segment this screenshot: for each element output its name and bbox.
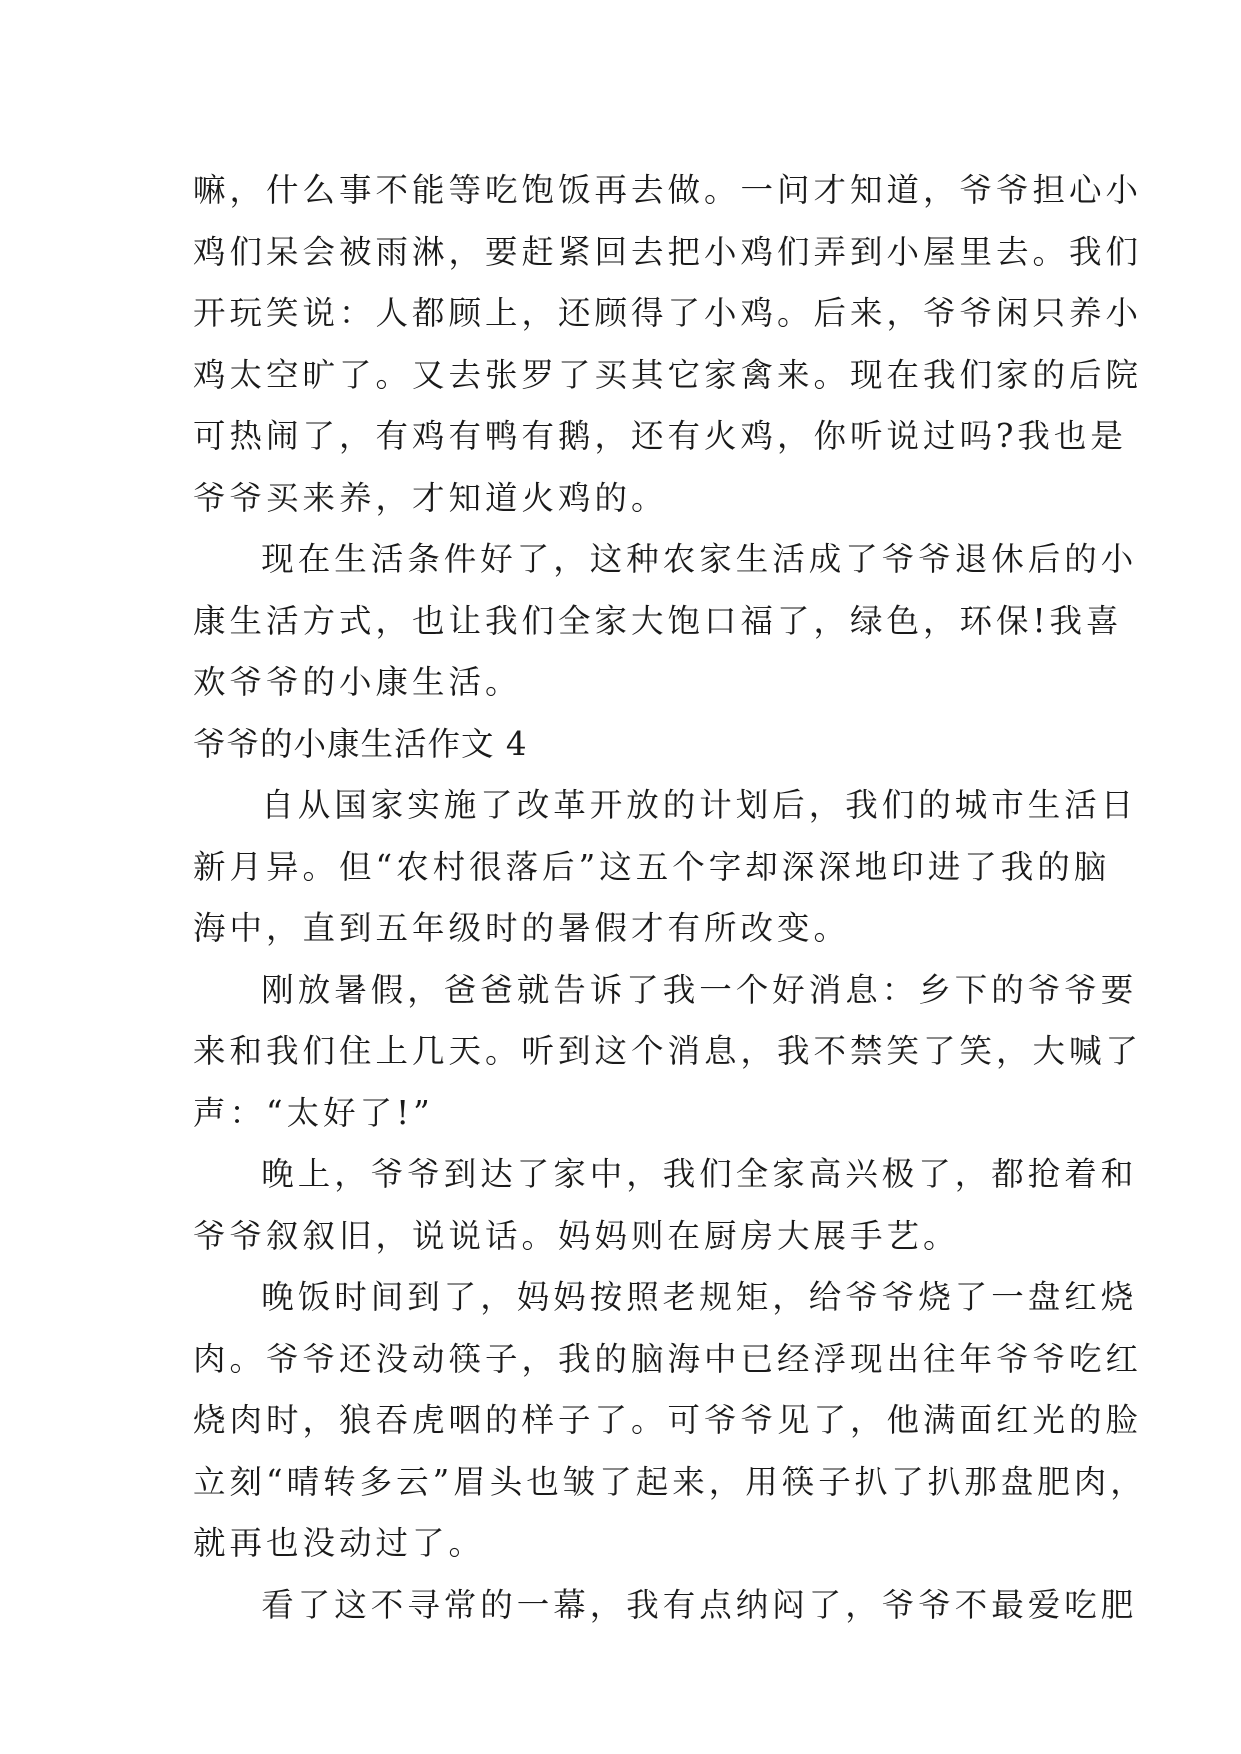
paragraph-1: [193, 160, 1143, 529]
text-line: 新月异。但“农村很落后”这五个字却深深地印进了我的脑: [193, 847, 1111, 886]
text-line: 就再也没动过了。: [193, 1524, 486, 1562]
text-line: 康生活方式，也让我们全家大饱口福了，绿色，环保!我喜: [193, 601, 1123, 640]
text-line: 看了这不寻常的一幕，我有点纳闷了，爷爷不最爱吃肥: [261, 1585, 1138, 1624]
text-line: 肉。爷爷还没动筷子，我的脑海中已经浮现出往年爷爷吃红: [193, 1339, 1143, 1378]
text-line: 爷爷叙叙旧，说说话。妈妈则在厨房大展手艺。: [193, 1216, 960, 1255]
text-line: 来和我们住上几天。听到这个消息，我不禁笑了笑，大喊了: [193, 1032, 1143, 1070]
section-heading: 爷爷的小康生活作文 4: [193, 724, 528, 763]
paragraph-2: [193, 529, 1138, 714]
paragraph-5: [193, 1144, 1138, 1267]
text-line: 开玩笑说：人都顾上，还顾得了小鸡。后来，爷爷闲只养小: [193, 294, 1143, 332]
text-line: 鸡太空旷了。又去张罗了买其它家禽来。现在我们家的后院: [193, 355, 1143, 394]
text-line: 鸡们呆会被雨淋，要赶紧回去把小鸡们弄到小屋里去。我们: [193, 232, 1143, 271]
text-line: 晚饭时间到了，妈妈按照老规矩，给爷爷烧了一盘红烧: [261, 1278, 1138, 1316]
text-line: 嘛，什么事不能等吃饱饭再去做。一问才知道，爷爷担心小: [193, 171, 1143, 209]
text-line: 声：“太好了!”: [193, 1093, 434, 1132]
paragraph-7: [193, 1575, 1138, 1637]
text-line: 可热闹了，有鸡有鸭有鹅，还有火鸡，你听说过吗?我也是: [193, 417, 1127, 455]
text-line: 海中，直到五年级时的暑假才有所改变。: [193, 909, 851, 947]
text-line: 烧肉时，狼吞虎咽的样子了。可爷爷见了，他满面红光的脸: [193, 1401, 1143, 1439]
text-line: 自从国家实施了改革开放的计划后，我们的城市生活日: [261, 786, 1138, 824]
text-line: 爷爷买来养，才知道火鸡的。: [193, 478, 668, 517]
paragraph-4: [193, 960, 1143, 1145]
document-body: [193, 160, 1147, 1636]
paragraph-3: [193, 775, 1138, 960]
text-line: 欢爷爷的小康生活。: [193, 663, 522, 701]
text-line: 刚放暑假，爸爸就告诉了我一个好消息：乡下的爷爷要: [261, 970, 1138, 1009]
text-line: 晚上，爷爷到达了家中，我们全家高兴极了，都抢着和: [261, 1155, 1138, 1193]
text-line: 立刻“晴转多云”眉头也皱了起来，用筷子扒了扒那盘肥肉，: [193, 1462, 1147, 1501]
text-line: 现在生活条件好了，这种农家生活成了爷爷退休后的小: [261, 540, 1138, 578]
paragraph-6: [193, 1267, 1147, 1575]
